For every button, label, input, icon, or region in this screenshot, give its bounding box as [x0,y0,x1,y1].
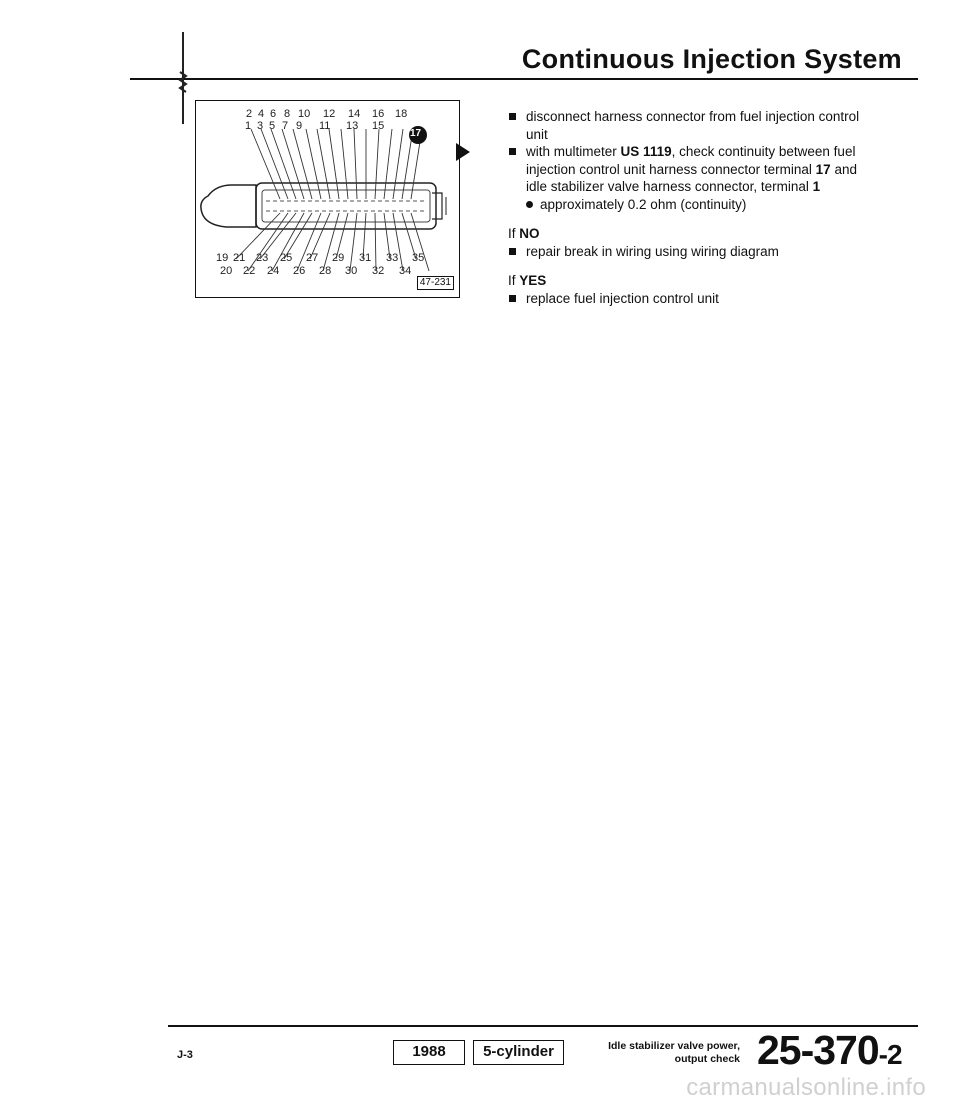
pin-label: 15 [372,120,385,132]
terminal-b: 1 [812,179,821,194]
page-title: Continuous Injection System [521,44,902,74]
doc-title [586,1040,740,1065]
watermark: carmanualsonline.info [686,1074,926,1101]
step-disconnect: disconnect harness connector from fuel injection control unit [508,108,868,143]
spec-value: approximately 0.2 ohm (continuity) [508,196,868,214]
doc-title-line: Idle stabilizer valve power, [608,1040,740,1052]
pin-label: 26 [293,265,306,277]
pin-label: 22 [243,265,256,277]
instruction-list [508,108,868,307]
pin-label: 35 [412,252,425,264]
pin-label: 18 [395,108,408,120]
doc-title-line: output check [674,1052,740,1065]
pointer-arrow-icon [456,143,470,161]
step-text: with multimeter [526,144,617,159]
pin-label: 31 [359,252,372,264]
pin-label: 8 [284,108,291,120]
pin-label: 20 [220,265,233,277]
condition-no [508,225,868,243]
condition-value: YES [519,273,547,288]
pin-label: 10 [298,108,311,120]
pin-label: 33 [386,252,399,264]
pin-label: 14 [348,108,361,120]
pin-label: 19 [216,252,229,264]
tool-id: US 1119 [620,144,672,159]
condition-prefix: If [508,273,516,288]
step-text: , check continuity between fuel injection control unit harness connector terminal [526,144,856,177]
condition-yes [508,272,868,290]
highlighted-pin-label: 17 [410,128,422,139]
condition-prefix: If [508,226,516,241]
pin-label: 21 [233,252,246,264]
pin-label: 16 [372,108,385,120]
header-rule [130,78,918,80]
page-code: J-3 [177,1049,193,1061]
pin-label: 29 [332,252,345,264]
pin-label: 12 [323,108,336,120]
pin-label: 3 [257,120,264,132]
step-text: and idle stabilizer valve harness connector, terminal [526,161,857,194]
connector-figure [195,100,460,298]
condition-value: NO [519,226,540,241]
binder-mark-icon [176,32,190,124]
pin-label: 4 [258,108,265,120]
pin-label: 32 [372,265,385,277]
pin-label: 25 [280,252,293,264]
pin-label: 11 [319,120,331,132]
page-number [757,1028,902,1077]
step-continuity-check [508,143,868,196]
pin-label: 28 [319,265,332,277]
pin-label: 24 [267,265,280,277]
year-tag: 1988 [393,1040,465,1065]
pin-label: 13 [346,120,359,132]
engine-tag: 5-cylinder [473,1040,564,1065]
pin-label: 34 [399,265,412,277]
pin-label: 30 [345,265,358,277]
pin-label: 23 [256,252,269,264]
pin-label: 6 [270,108,277,120]
pin-label: 5 [269,120,276,132]
pin-label: 2 [246,108,253,120]
step-replace: replace fuel injection control unit [508,290,868,308]
terminal-a: 17 [815,161,831,177]
pin-label: 27 [306,252,319,264]
page-number-sub: -2 [878,1039,902,1070]
pin-label: 1 [245,120,252,132]
figure-id: 47-231 [417,276,454,290]
page-number-main: 25-370 [757,1027,879,1073]
pin-label: 9 [296,120,303,132]
pin-label: 7 [282,120,289,132]
step-repair: repair break in wiring using wiring diagram [508,243,868,261]
